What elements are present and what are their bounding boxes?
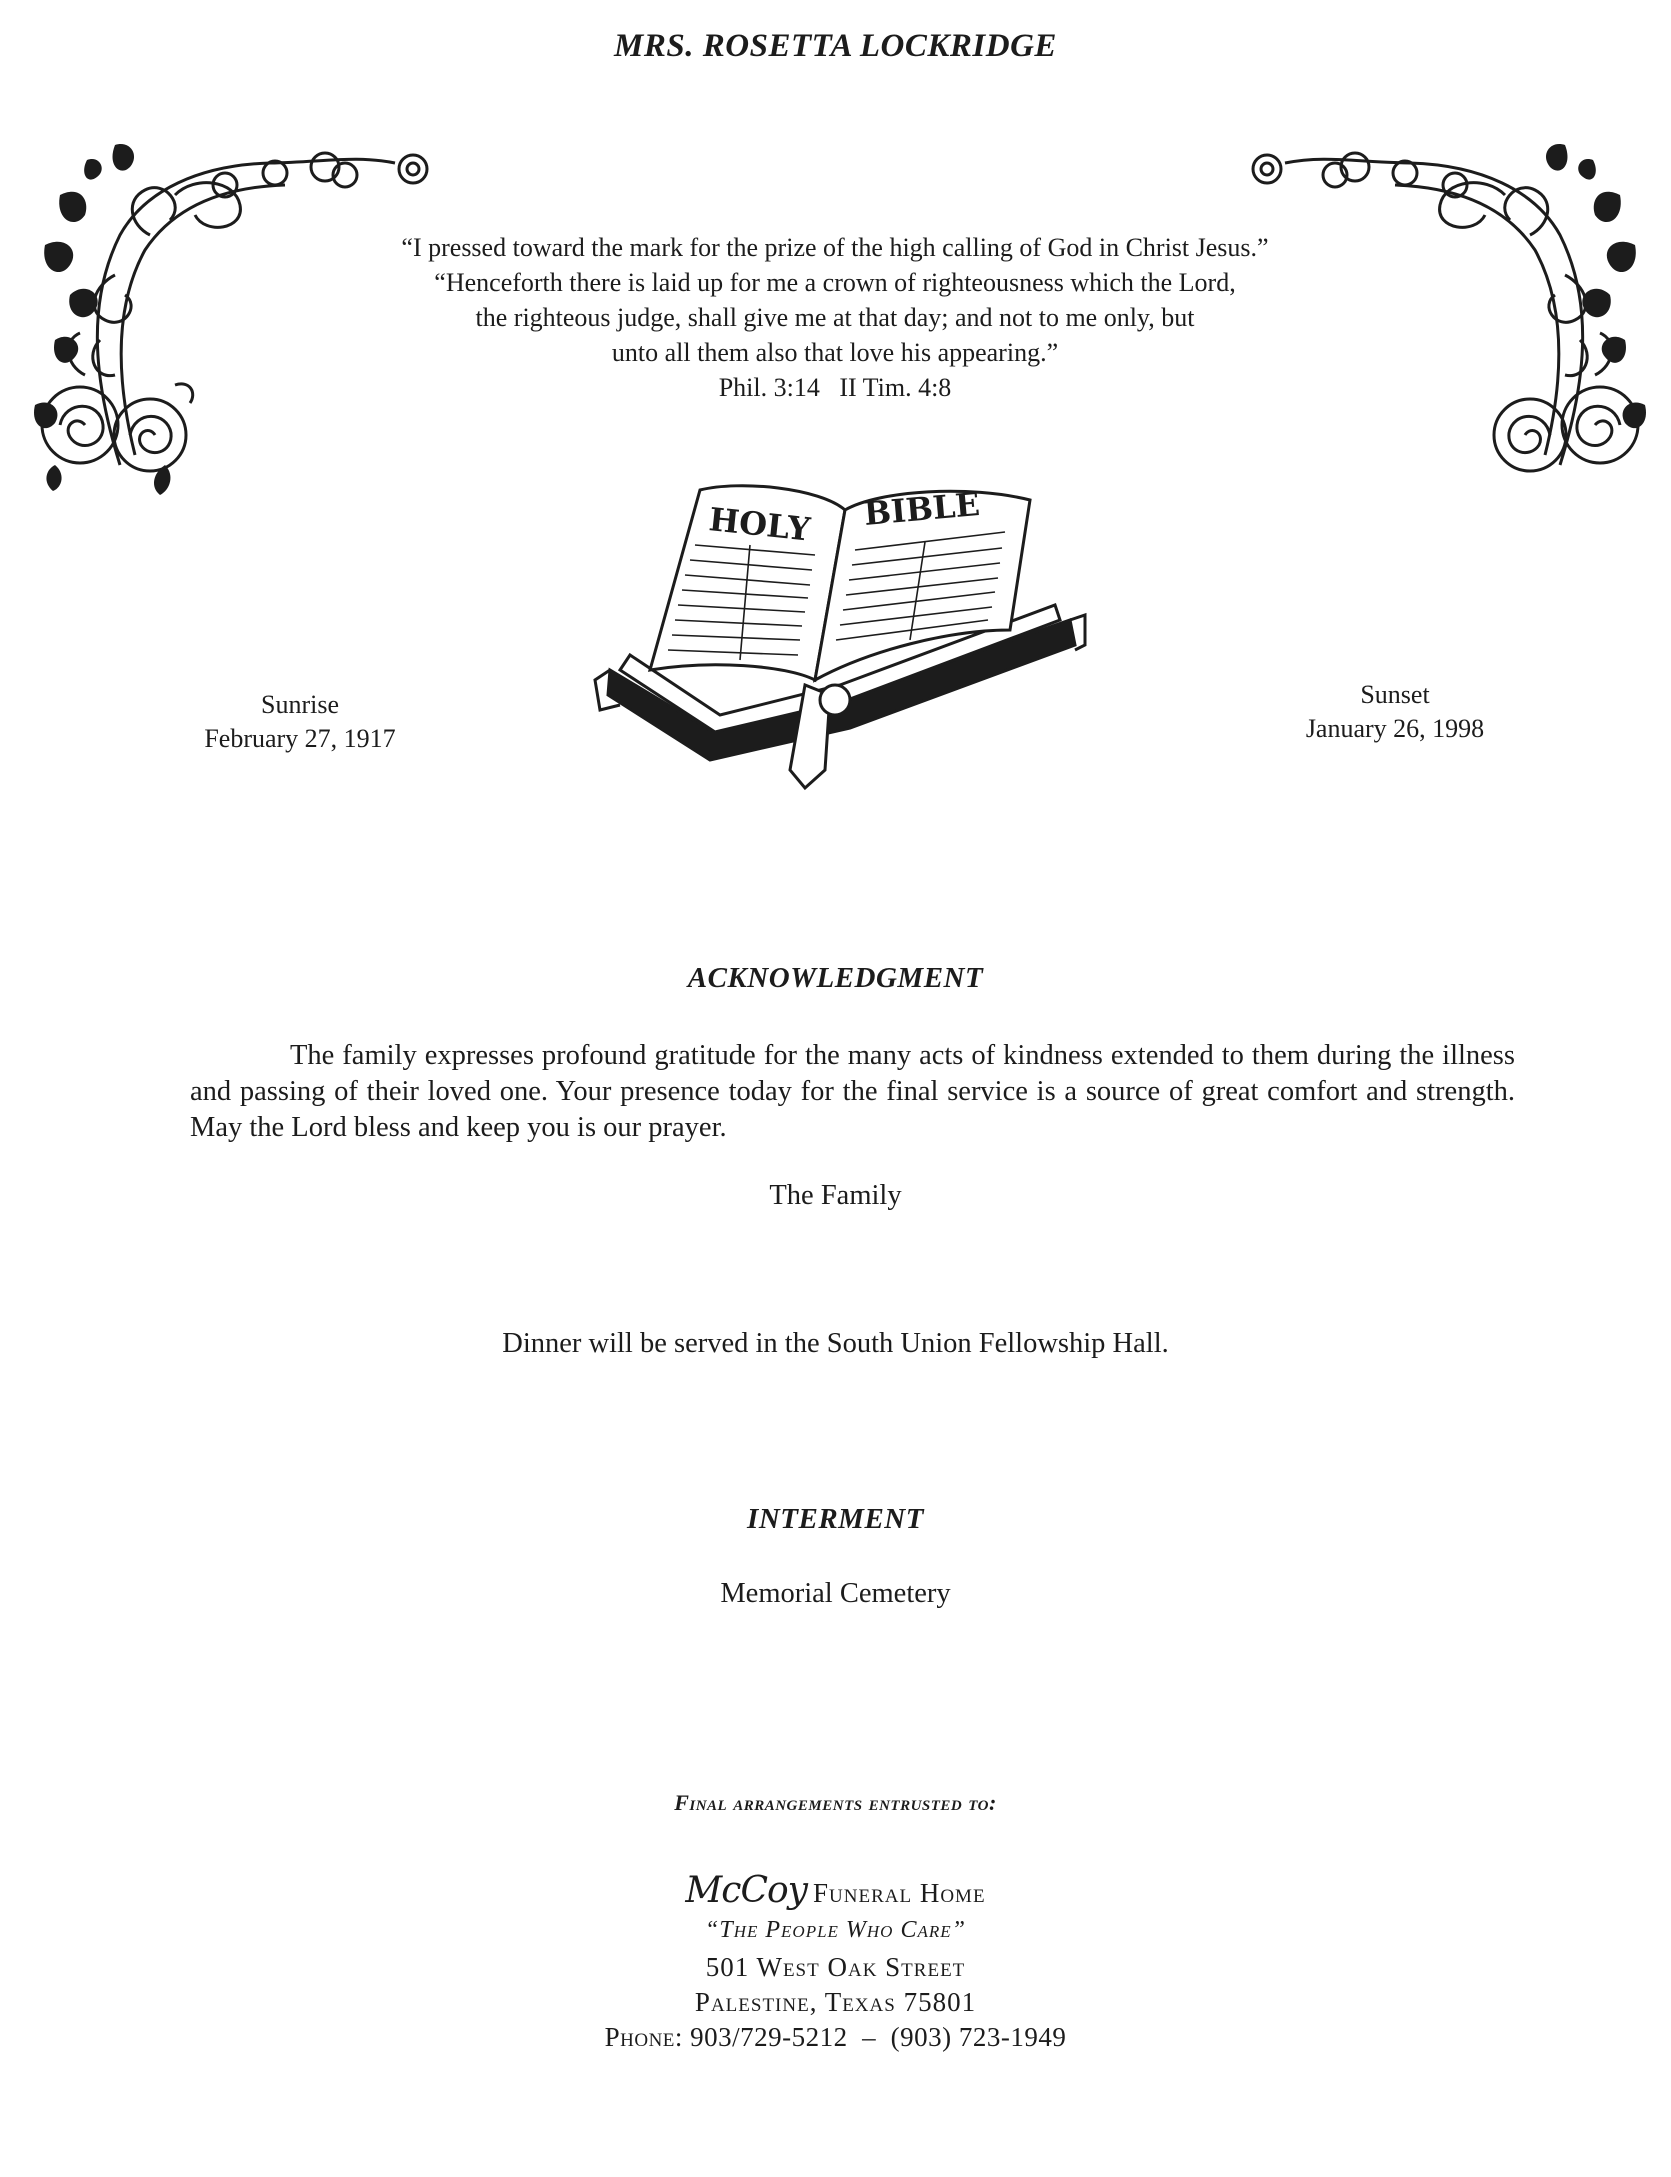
- acknowledgment-body: [190, 1038, 1515, 1146]
- funeral-home-motto: “The People Who Care”: [705, 1917, 966, 1943]
- scripture-verse: [270, 230, 1400, 405]
- funeral-home-street: 501 West Oak Street: [705, 1952, 966, 1982]
- verse-line: “I pressed toward the mark for the prize of the high calling of God in Christ Jesus.”: [401, 233, 1269, 262]
- interment-place: Memorial Cemetery: [720, 1578, 951, 1609]
- sunset-block: [1235, 678, 1555, 746]
- acknowledgment-heading: ACKNOWLEDGMENT: [687, 962, 984, 994]
- verse-line: “Henceforth there is laid up for me a crown of righteousness which the Lord,: [434, 268, 1236, 297]
- phone-numbers: 903/729-5212 – (903) 723-1949: [690, 2022, 1067, 2052]
- phone-label: Phone:: [604, 2022, 683, 2052]
- funeral-home-name: [0, 1870, 1671, 1911]
- funeral-home-phone: [0, 2022, 1671, 2053]
- sunrise-block: [150, 688, 450, 756]
- open-bible-illustration: [590, 470, 1090, 795]
- funeral-home-script-logo: McCoy: [685, 1870, 808, 1911]
- acknowledgment-paragraph: The family expresses profound gratitude for the many acts of kindness extended to them during the illness and passing of their loved one. Your presence today for the final service is a source of great comfort and strength. May the Lord bless and keep you is our prayer.: [190, 1040, 1515, 1143]
- acknowledgment-signature: The Family: [769, 1180, 902, 1211]
- sunrise-label: Sunrise: [261, 690, 339, 719]
- sunrise-date: February 27, 1917: [204, 724, 396, 753]
- arrangements-heading: Final arrangements entrusted to:: [674, 1790, 997, 1815]
- sunset-label: Sunset: [1360, 680, 1430, 709]
- verse-reference: Phil. 3:14 II Tim. 4:8: [718, 373, 952, 402]
- bible-left-heading: HOLY: [707, 500, 812, 549]
- funeral-home-name-rest: Funeral Home: [813, 1878, 986, 1908]
- verse-line: unto all them also that love his appearing.”: [611, 338, 1059, 367]
- bible-right-heading: BIBLE: [862, 485, 982, 533]
- verse-line: the righteous judge, shall give me at that day; and not to me only, but: [475, 303, 1195, 332]
- interment-heading: INTERMENT: [747, 1503, 924, 1535]
- sunset-date: January 26, 1998: [1305, 714, 1485, 743]
- dinner-notice: Dinner will be served in the South Union Fellowship Hall.: [502, 1328, 1169, 1359]
- deceased-name: MRS. ROSETTA LOCKRIDGE: [614, 28, 1057, 64]
- funeral-home-city: Palestine, Texas 75801: [694, 1987, 977, 2017]
